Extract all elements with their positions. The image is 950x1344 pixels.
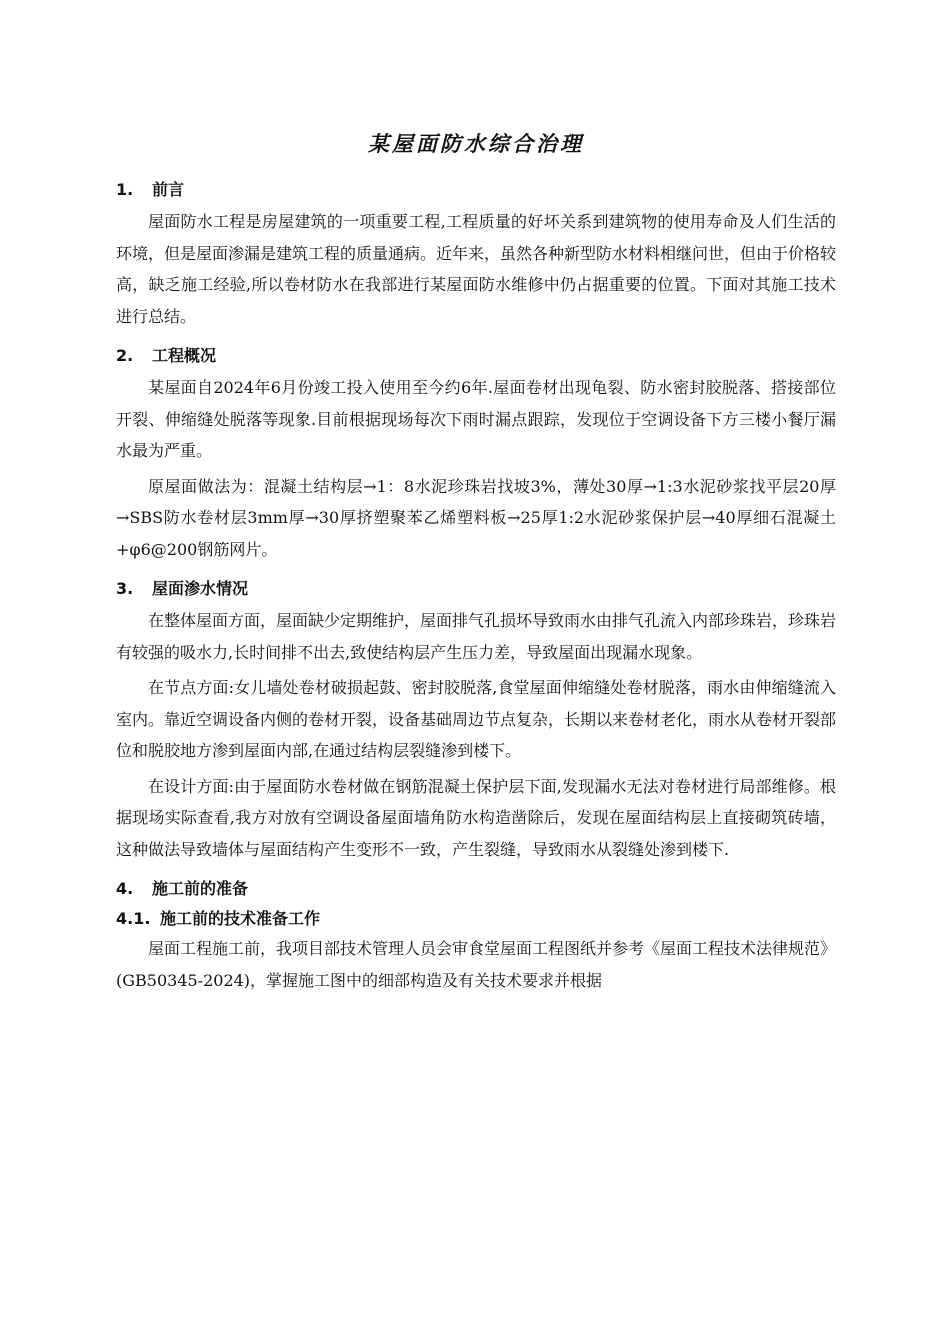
section-title: 前言 [152, 180, 185, 199]
section-title: 屋面渗水情况 [152, 579, 249, 598]
document-title: 某屋面防水综合治理 [368, 131, 584, 156]
paragraph: 原屋面做法为：混凝土结构层→1：8水泥珍珠岩找坡3%，薄处30厚→1:3水泥砂浆找平层20厚→SBS防水卷材层3mm厚→30厚挤塑聚苯乙烯塑料板→25厚1:2水泥砂浆保护层→40厚细石混凝土+φ6@200钢筋网片。 [116, 476, 836, 559]
section-heading-3 [116, 575, 836, 603]
paragraph: 屋面防水工程是房屋建筑的一项重要工程,工程质量的好坏关系到建筑物的使用寿命及人们生活的环境，但是屋面渗漏是建筑工程的质量通病。近年来，虽然各种新型防水材料相继问世，但由于价格较高，缺乏施工经验,所以卷材防水在我部进行某屋面防水维修中仍占据重要的位置。下面对其施工技术进行总结。 [116, 212, 837, 326]
section-number: 4. [116, 879, 134, 898]
document-page [116, 128, 836, 1000]
paragraph: 在节点方面:女儿墙处卷材破损起鼓、密封胶脱落,食堂屋面伸缩缝处卷材脱落，雨水由伸缩缝流入室内。靠近空调设备内侧的卷材开裂，设备基础周边节点复杂，长期以来卷材老化，雨水从卷材开裂部位和脱胶地方渗到屋面内部,在通过结构层裂缝渗到楼下。 [116, 678, 837, 760]
paragraph: 在整体屋面方面，屋面缺少定期维护，屋面排气孔损坏导致雨水由排气孔流入内部珍珠岩，珍珠岩有较强的吸水力,长时间排不出去,致使结构层产生压力差，导致屋面出现漏水现象。 [116, 611, 837, 662]
section-heading-1 [116, 176, 836, 204]
section-heading-2 [116, 342, 836, 370]
section-number: 1. [116, 180, 134, 199]
paragraph: 在设计方面:由于屋面防水卷材做在钢筋混凝土保护层下面,发现漏水无法对卷材进行局部维修。根据现场实际查看,我方对放有空调设备屋面墙角防水构造凿除后，发现在屋面结构层上直接砌筑砖墙，这种做法导致墙体与屋面结构产生变形不一致，产生裂缝，导致雨水从裂缝处渗到楼下. [116, 776, 836, 859]
section-title: 工程概况 [152, 346, 217, 365]
section-number: 3. [116, 579, 134, 598]
section-heading-4 [116, 875, 836, 903]
subsection-heading-4-1 [116, 905, 836, 933]
section-title: 施工前的准备 [152, 879, 249, 898]
subsection-number: 4.1. [116, 909, 151, 928]
paragraph: 屋面工程施工前，我项目部技术管理人员会审食堂屋面工程图纸并参考《屋面工程技术法律规范》(GB50345-2024)，掌握施工图中的细部构造及有关技术要求并根据 [116, 939, 837, 990]
subsection-title: 施工前的技术准备工作 [160, 909, 321, 928]
section-number: 2. [116, 346, 134, 365]
paragraph: 某屋面自2024年6月份竣工投入使用至今约6年.屋面卷材出现龟裂、防水密封胶脱落、搭接部位开裂、伸缩缝处脱落等现象.目前根据现场每次下雨时漏点跟踪，发现位于空调设备下方三楼小餐厅漏水最为严重。 [116, 378, 836, 460]
